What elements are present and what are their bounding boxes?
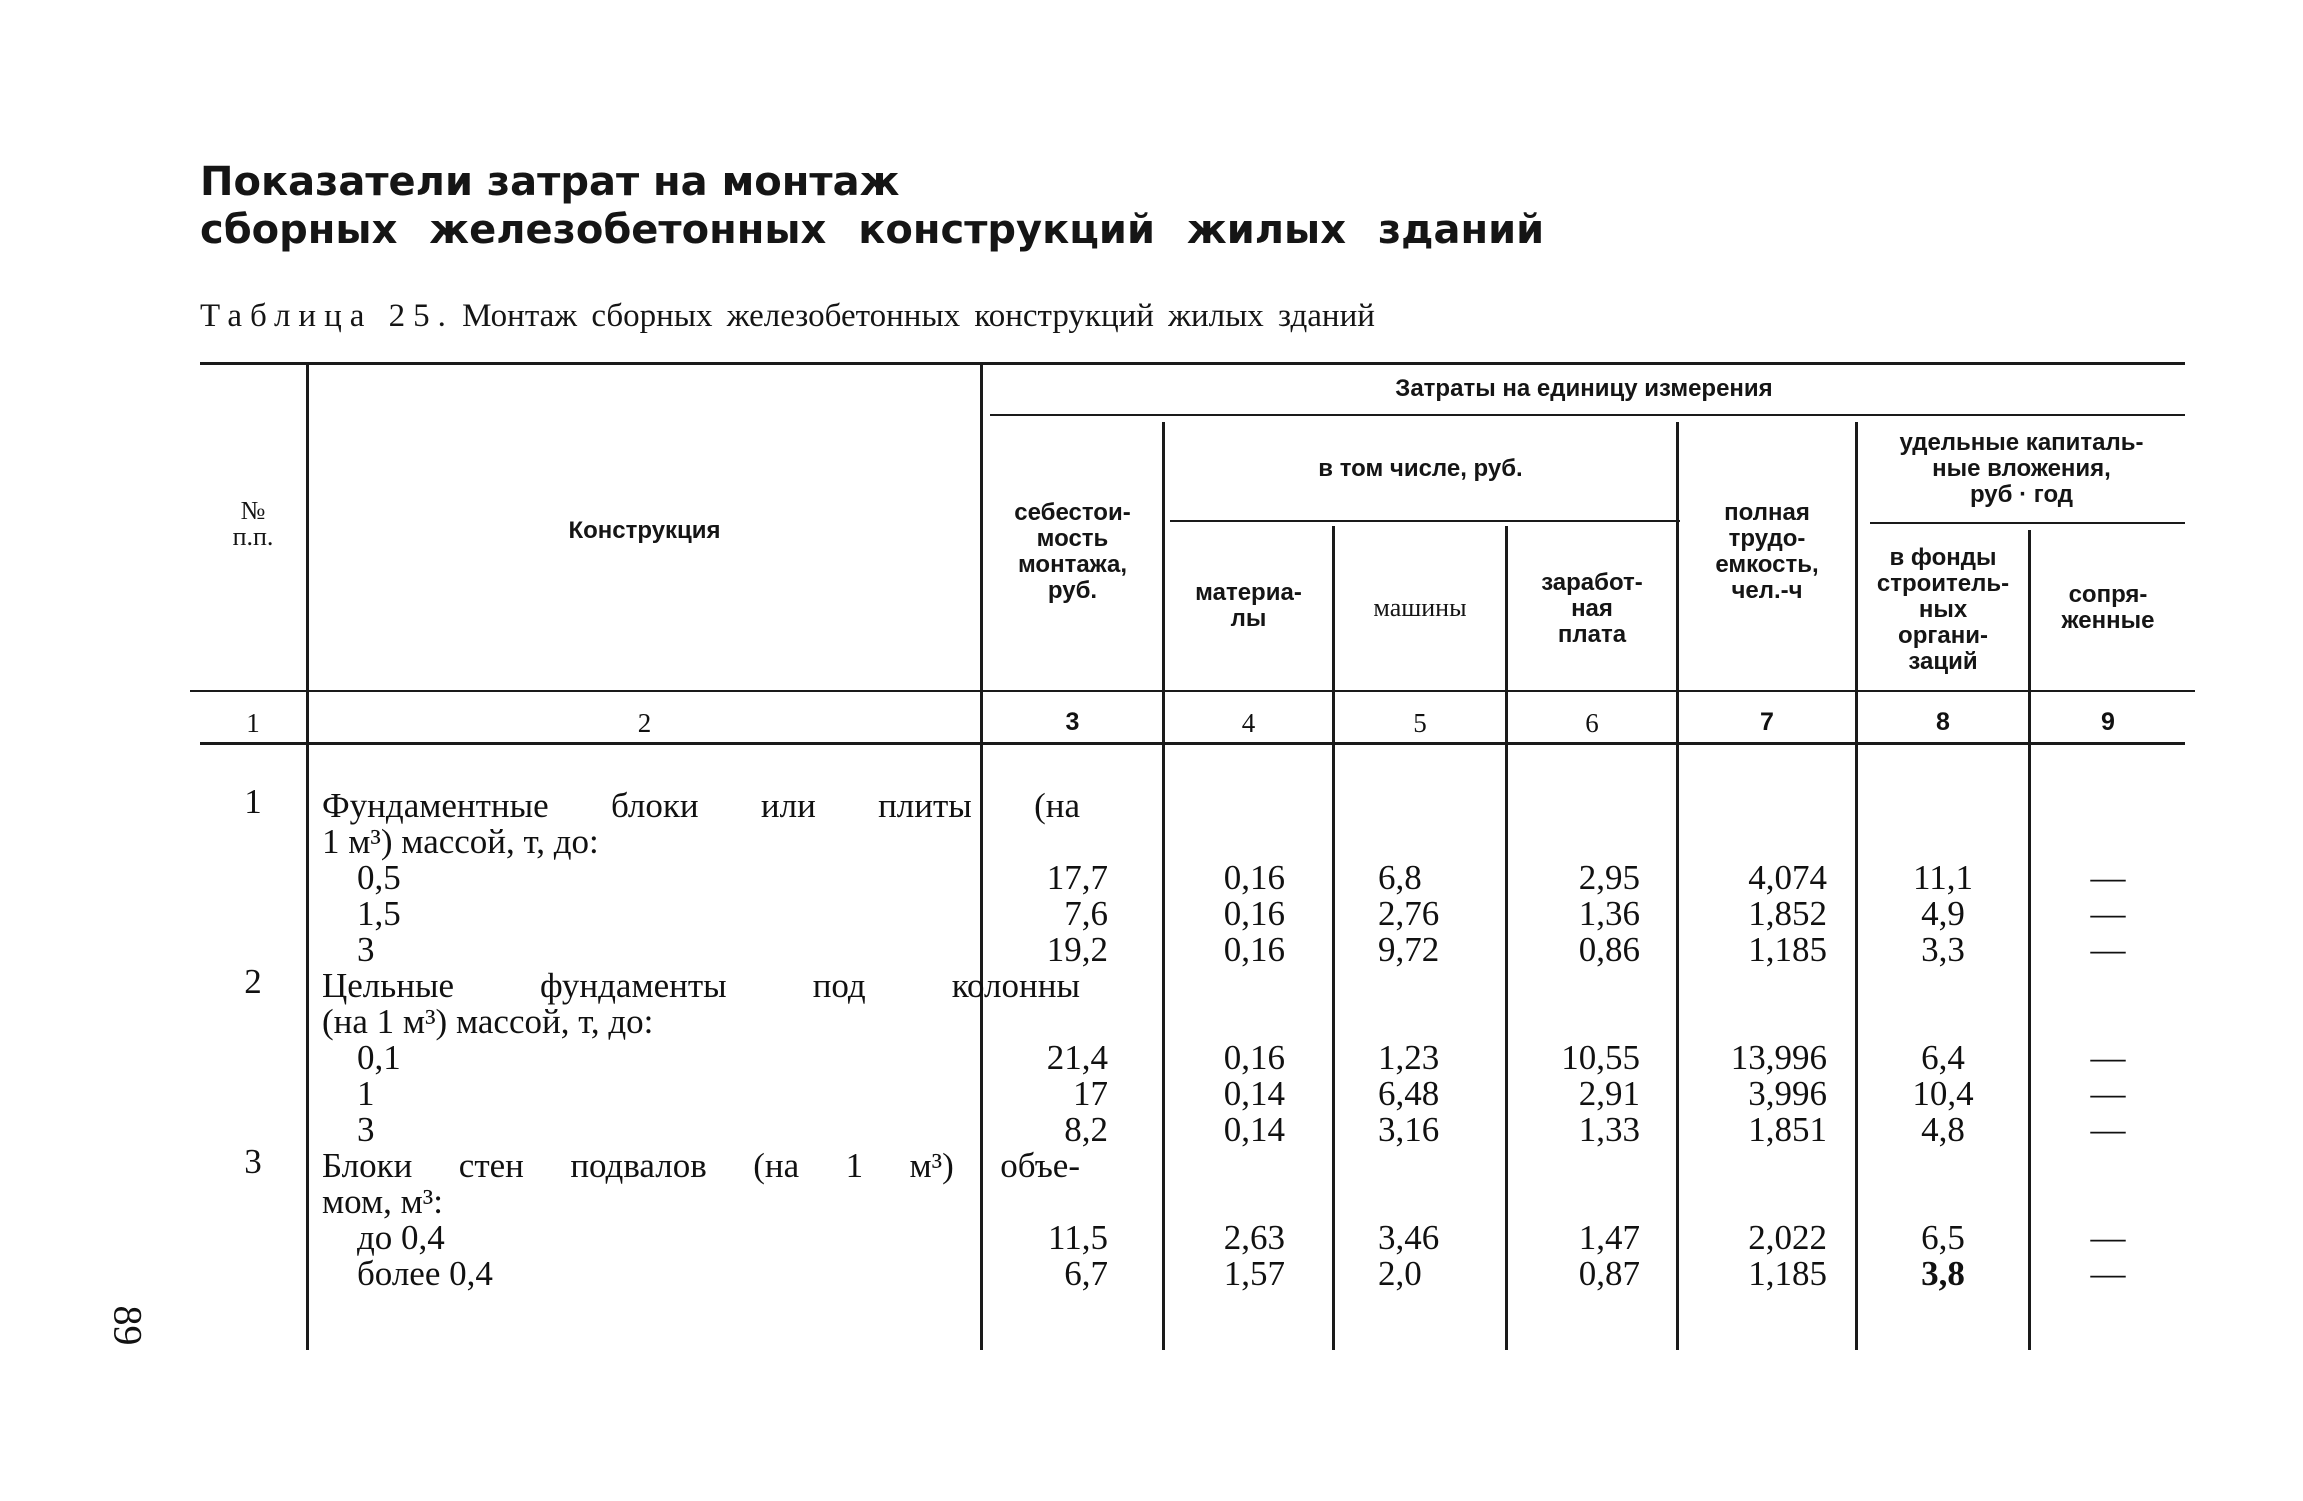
table-cell-wages: 2,91 <box>1578 1074 1640 1113</box>
table-row-label: более 0,4 <box>357 1254 493 1293</box>
table-cell-capital-funds: 3,3 <box>1921 930 1965 969</box>
table-cell-labor: 1,851 <box>1748 1110 1827 1149</box>
group-2-title-line-2: (на 1 м³) массой, т, до: <box>322 1002 654 1041</box>
table-cell-wages: 0,86 <box>1578 930 1640 969</box>
table-row-label: 3 <box>357 1110 375 1149</box>
group-3-number: 3 <box>244 1142 262 1181</box>
table-cell-cost: 7,6 <box>1064 894 1108 933</box>
table-cell-capital-funds: 3,8 <box>1921 1254 1965 1293</box>
table-cell-capital-related: — <box>2090 1110 2126 1149</box>
table-cell-wages: 0,87 <box>1578 1254 1640 1293</box>
table-cell-labor: 1,185 <box>1748 930 1827 969</box>
table-cell-capital-funds: 4,9 <box>1921 894 1965 933</box>
table-cell-machines: 2,76 <box>1378 894 1440 933</box>
header-no: № п.п. <box>232 496 274 551</box>
table-cell-materials: 0,14 <box>1223 1110 1285 1149</box>
table-cell-wages: 1,33 <box>1578 1110 1640 1149</box>
table-cell-cost: 11,5 <box>1048 1218 1108 1257</box>
header-incl-group: в том числе, руб. <box>1318 455 1523 482</box>
table-cell-wages: 10,55 <box>1561 1038 1640 1077</box>
table-cell-capital-related: — <box>2090 1254 2126 1293</box>
column-number-2: 2 <box>637 708 652 738</box>
column-numbers-rule <box>200 742 2185 745</box>
costs-group-rule <box>990 414 2185 416</box>
table-caption <box>200 298 1375 335</box>
header-capital-related: сопря- женные <box>2061 581 2155 634</box>
table-cell-capital-funds: 4,8 <box>1921 1110 1965 1149</box>
table-row-label: 1 <box>357 1074 375 1113</box>
table-cell-cost: 17 <box>1073 1074 1108 1113</box>
header-capital-group: удельные капиталь- ные вложения, руб · год <box>1899 429 2144 508</box>
table-row-label: 0,5 <box>357 858 401 897</box>
column-number-6: 6 <box>1585 708 1599 738</box>
group-2-title-line-1: Цельные фундаменты под колонны <box>322 966 1080 1005</box>
table-cell-labor: 2,022 <box>1748 1218 1827 1257</box>
group-3-title-line-1: Блоки стен подвалов (на 1 м³) объе- <box>322 1146 1080 1185</box>
table-cell-wages: 1,47 <box>1578 1218 1640 1257</box>
table-cell-materials: 1,57 <box>1223 1254 1285 1293</box>
table-cell-materials: 0,16 <box>1223 858 1285 897</box>
group-2-number: 2 <box>244 962 262 1001</box>
table-cell-machines: 1,23 <box>1378 1038 1440 1077</box>
table-cell-machines: 9,72 <box>1378 930 1440 969</box>
table-cell-capital-related: — <box>2090 1218 2126 1257</box>
table-cell-labor: 1,185 <box>1748 1254 1827 1293</box>
table-cell-wages: 2,95 <box>1578 858 1640 897</box>
table-caption-text: Монтаж сборных железобетонных конструкций жилых зданий <box>462 298 1375 334</box>
page-number: 89 <box>105 1305 151 1346</box>
column-number-4: 4 <box>1241 708 1256 738</box>
table-cell-capital-related: — <box>2090 1074 2126 1113</box>
column-number-9: 9 <box>2101 708 2115 736</box>
table-cell-machines: 6,8 <box>1378 858 1422 897</box>
table-row-label: 3 <box>357 930 375 969</box>
table-cell-materials: 0,14 <box>1223 1074 1285 1113</box>
column-number-7: 7 <box>1760 708 1774 736</box>
table-cell-capital-funds: 6,4 <box>1921 1038 1965 1077</box>
table-cell-cost: 6,7 <box>1064 1254 1108 1293</box>
column-number-5: 5 <box>1413 708 1427 738</box>
table-row-label: 1,5 <box>357 894 401 933</box>
table-cell-labor: 1,852 <box>1748 894 1827 933</box>
group-1-title-line-1: Фундаментные блоки или плиты (на <box>322 786 1080 825</box>
header-machines: машины <box>1373 593 1467 622</box>
group-1-title-line-2: 1 м³) массой, т, до: <box>322 822 599 861</box>
header-cost: себестои- мость монтажа, руб. <box>1014 499 1131 604</box>
col-divider-4 <box>1332 526 1335 1350</box>
column-number-1: 1 <box>246 708 260 738</box>
table-cell-machines: 3,16 <box>1378 1110 1440 1149</box>
table-cell-labor: 13,996 <box>1730 1038 1827 1077</box>
table-cell-capital-funds: 11,1 <box>1913 858 1973 897</box>
header-labor: полная трудо- емкость, чел.-ч <box>1715 499 1819 604</box>
table-cell-labor: 3,996 <box>1748 1074 1827 1113</box>
table-cell-cost: 8,2 <box>1064 1110 1108 1149</box>
incl-group-rule <box>1170 520 1680 522</box>
table-caption-lead: Таблица 25. <box>200 298 454 334</box>
table-cell-capital-related: — <box>2090 1038 2126 1077</box>
column-number-3: 3 <box>1065 708 1080 736</box>
header-wages: заработ- ная плата <box>1541 569 1643 648</box>
col-divider-1 <box>306 365 309 1350</box>
table-row-label: до 0,4 <box>357 1218 445 1257</box>
table-cell-capital-related: — <box>2090 894 2126 933</box>
table-cell-capital-related: — <box>2090 858 2126 897</box>
header-construction: Конструкция <box>568 517 721 544</box>
page-heading <box>200 158 1544 254</box>
table-cell-materials: 0,16 <box>1223 930 1285 969</box>
table-cell-cost: 17,7 <box>1046 858 1108 897</box>
table-cell-machines: 6,48 <box>1378 1074 1440 1113</box>
table-cell-capital-funds: 6,5 <box>1921 1218 1965 1257</box>
table-cell-materials: 2,63 <box>1223 1218 1285 1257</box>
capital-group-rule <box>1870 522 2185 524</box>
table-cell-capital-related: — <box>2090 930 2126 969</box>
header-capital-funds: в фонды строитель- ных органи- заций <box>1876 544 2010 675</box>
table-top-rule <box>200 362 2185 365</box>
table-cell-machines: 3,46 <box>1378 1218 1440 1257</box>
heading-line-1: Показатели затрат на монтаж <box>200 159 900 205</box>
table-cell-labor: 4,074 <box>1748 858 1827 897</box>
table-cell-cost: 21,4 <box>1046 1038 1108 1077</box>
table-cell-cost: 19,2 <box>1046 930 1108 969</box>
header-materials: материа- лы <box>1195 579 1302 632</box>
column-number-8: 8 <box>1936 708 1950 736</box>
group-3-title-line-2: мом, м³: <box>322 1182 443 1221</box>
table-cell-materials: 0,16 <box>1223 894 1285 933</box>
table-cell-machines: 2,0 <box>1378 1254 1422 1293</box>
group-1-number: 1 <box>244 782 262 821</box>
table-row-label: 0,1 <box>357 1038 401 1077</box>
header-bottom-rule <box>190 690 2195 692</box>
header-costs-group: Затраты на единицу измерения <box>1395 375 1773 402</box>
heading-line-2: сборных железобетонных конструкций жилых зданий <box>200 207 1545 253</box>
table-cell-materials: 0,16 <box>1223 1038 1285 1077</box>
table-cell-capital-funds: 10,4 <box>1912 1074 1974 1113</box>
table-cell-wages: 1,36 <box>1578 894 1640 933</box>
